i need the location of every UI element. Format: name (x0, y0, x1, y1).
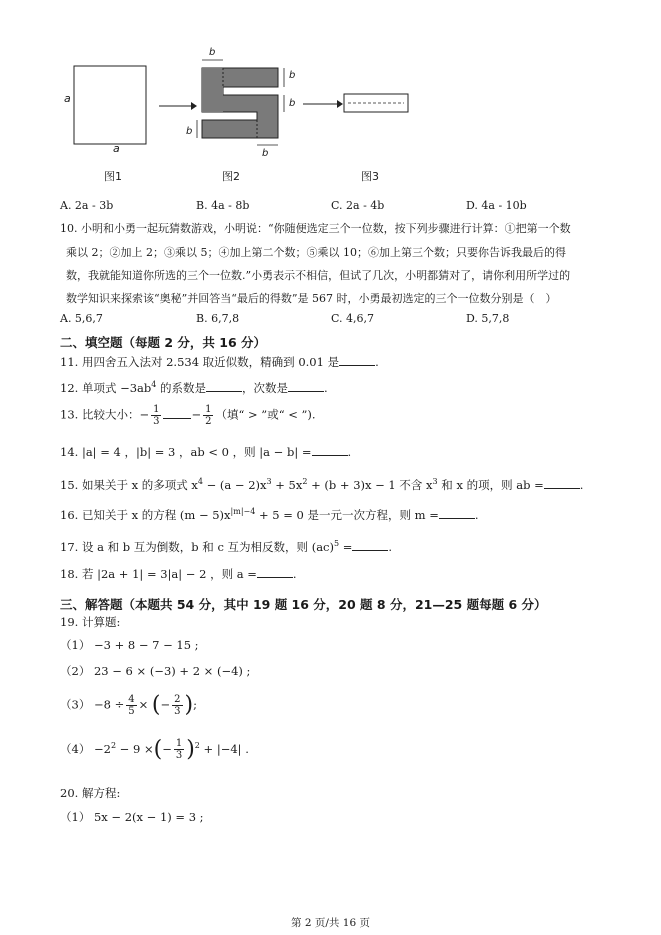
figure-2-label: 图2 (222, 170, 240, 183)
fraction-four-fifths: $\frac{4}{5}$ (128, 694, 135, 717)
q16-blank[interactable] (439, 507, 475, 519)
q19-part-1: （1） −3 + 8 − 7 − 15 ; (60, 638, 199, 652)
q19-part-2: （2） 23 − 6 × (−3) + 2 × (−4) ; (60, 664, 251, 678)
fraction-two-thirds: $\frac{2}{3}$ (174, 694, 181, 717)
figure-1-label: 图1 (104, 170, 122, 183)
q10-choice-a[interactable]: A. 5,6,7 (60, 312, 103, 325)
q13-blank[interactable] (163, 407, 191, 419)
side-a-left-label: a (64, 92, 71, 105)
dim-b-top: b (209, 47, 216, 58)
arrow-icon (301, 98, 343, 110)
fraction-one-half: $\frac{1}{2}$ (205, 404, 212, 427)
q20-part-1: （1） 5x − 2(x − 1) = 3 ; (60, 810, 204, 824)
q10-line-2: 乘以 2；②加上 2；③乘以 5；④加上第二个数；⑤乘以 10；⑥加上第三个数；只要你告诉我最后的得 (66, 246, 566, 259)
fraction-one-third: $\frac{1}{3}$ (175, 738, 183, 762)
q14-blank[interactable] (312, 444, 348, 456)
q9-choice-b[interactable]: B. 4a - 8b (196, 199, 250, 212)
fraction-one-third: $\frac{1}{3}$ (153, 404, 160, 427)
section-2-heading: 二、填空题（每题 2 分，共 16 分） (60, 335, 267, 350)
q19-title: 19. 计算题: (60, 615, 121, 629)
q9-choice-a[interactable]: A. 2a - 3b (60, 199, 114, 212)
square-shape (74, 66, 146, 144)
q18: 18. 若 |2a + 1| = 3|a| − 2 ，则 a = . (60, 567, 297, 581)
q10-choice-c[interactable]: C. 4,6,7 (331, 312, 375, 325)
q10-choice-b[interactable]: B. 6,7,8 (196, 312, 240, 325)
q12-blank-2[interactable] (288, 380, 324, 392)
dim-b-right-1: b (289, 70, 296, 81)
q10-line-4: 数学知识来探索该“奥秘”并回答当“最后的得数”是 567 时，小勇最初选定的三个一位数分别是（ ） (66, 292, 557, 305)
q14: 14. |a| = 4 ，|b| = 3 ，ab < 0 ，则 |a − b| = . (60, 445, 352, 459)
dim-b-right-2: b (289, 98, 296, 109)
q11: 11. 用四舍五入法对 2.534 取近似数，精确到 0.01 是 . (60, 355, 379, 369)
q19-part-4: $(4) -2^2 - 9$ ×(− $\frac{1}{3}$ )$^2$ + |−4| . (60, 736, 249, 762)
top-left-notch (202, 68, 223, 112)
q17-blank[interactable] (352, 539, 388, 551)
side-a-bottom-label: a (113, 142, 120, 155)
q10-choice-d[interactable]: D. 5,7,8 (466, 312, 510, 325)
q15-blank[interactable] (544, 477, 580, 489)
figure-1-square (60, 58, 160, 158)
q10-line-3: 数，我就能知道你所选的三个一位数.”小勇表示不相信，但试了几次，小明都猜对了，请你利用所学过的 (66, 269, 571, 282)
figure-2-cut-shape (185, 50, 305, 165)
q19-part-3: （3） −8 ÷ $\frac{4}{5}$ × (− $\frac{2}{3}$ ); (60, 692, 197, 718)
dim-b-bottom: b (262, 148, 269, 159)
q20-title: 20. 解方程: (60, 786, 121, 800)
q18-blank[interactable] (257, 566, 293, 578)
q13: 13. 比较大小：− $\frac{1}{3}$ − $\frac{1}{2}$ （填“ > ”或“ < ”). (60, 404, 316, 427)
q9-choice-d[interactable]: D. 4a - 10b (466, 199, 527, 212)
figure-3-strip (342, 92, 412, 116)
q12: 12. 单项式 $-3ab^4$ 的系数是 ，次数是 . (60, 380, 328, 395)
q10-line-1: 10. 小明和小勇一起玩猜数游戏，小明说：“你随便选定三个一位数，按下列步骤进行计算：①把第一个数 (60, 222, 571, 235)
page-footer: 第 2 页/共 16 页 (291, 917, 370, 929)
q15: 15. 如果关于 x 的多项式 $x^4 - (a - 2)x^3 + 5x^2 + (b + 3)x - 1$ 不含 $x^3$ 和 x 的项，则 ab = . (60, 477, 584, 492)
dim-b-left: b (186, 126, 193, 137)
q12-blank-1[interactable] (206, 380, 242, 392)
section-3-heading: 三、解答题（本题共 54 分，其中 19 题 16 分，20 题 8 分，21—25 题每题 6 分） (60, 597, 547, 612)
q9-choice-c[interactable]: C. 2a - 4b (331, 199, 385, 212)
q11-blank[interactable] (339, 354, 375, 366)
q17: 17. 设 a 和 b 互为倒数，b 和 c 互为相反数，则 (ac)$^5$ = . (60, 539, 393, 554)
q16: 16. 已知关于 x 的方程 $(m - 5)x^{|m|-4} + 5 = 0$ 是一元一次方程，则 m = . (60, 507, 479, 522)
figure-3-label: 图3 (361, 170, 379, 183)
